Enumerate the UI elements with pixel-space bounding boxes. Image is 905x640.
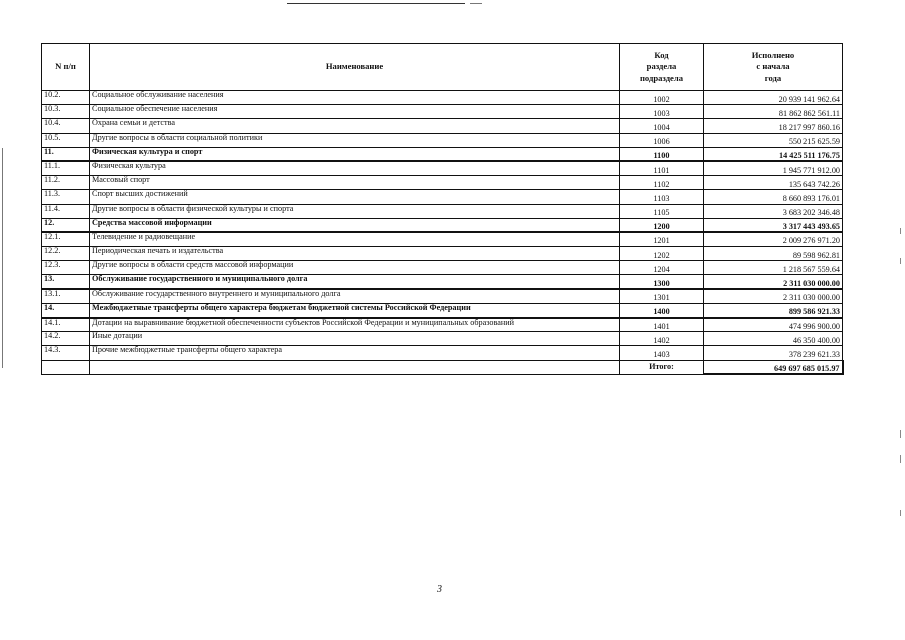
table-header-row (42, 44, 843, 91)
row-code: 1100 (620, 147, 704, 161)
row-amount: 89 598 962.81 (704, 247, 843, 261)
row-name: Средства массовой информации (90, 218, 620, 232)
row-name: Физическая культура и спорт (90, 147, 620, 161)
header-name: Наименование (90, 44, 620, 91)
row-name: Другие вопросы в области социальной политики (90, 133, 620, 147)
total-name-empty (90, 360, 620, 374)
row-code: 1300 (620, 275, 704, 289)
table-row (42, 119, 843, 133)
row-num: 12. (42, 218, 90, 232)
row-code: 1401 (620, 318, 704, 332)
table-row (42, 176, 843, 190)
row-name: Обслуживание государственного внутреннего и муниципального долга (90, 289, 620, 303)
row-amount: 2 311 030 000.00 (704, 289, 843, 303)
row-code: 1101 (620, 161, 704, 175)
row-num: 14. (42, 303, 90, 317)
row-amount: 3 317 443 493.65 (704, 218, 843, 232)
row-name: Физическая культура (90, 161, 620, 175)
row-amount: 2 311 030 000.00 (704, 275, 843, 289)
row-amount: 3 683 202 346.48 (704, 204, 843, 218)
row-amount: 81 862 862 561.11 (704, 105, 843, 119)
header-amount-line: года (764, 72, 782, 83)
table-row (42, 332, 843, 346)
row-code: 1002 (620, 91, 704, 105)
row-amount: 2 009 276 971.20 (704, 232, 843, 246)
table-row (42, 289, 843, 303)
table-row-section (42, 218, 843, 232)
row-amount: 1 218 567 559.64 (704, 261, 843, 275)
row-name: Обслуживание государственного и муниципального долга (90, 275, 620, 289)
row-amount: 378 239 621.33 (704, 346, 843, 360)
row-code: 1004 (620, 119, 704, 133)
table-row (42, 204, 843, 218)
row-code: 1202 (620, 247, 704, 261)
row-name: Спорт высших достижений (90, 190, 620, 204)
row-num: 14.1. (42, 318, 90, 332)
row-code: 1003 (620, 105, 704, 119)
header-amount (704, 44, 843, 91)
table-row (42, 318, 843, 332)
row-name: Другие вопросы в области физической культуры и спорта (90, 204, 620, 218)
row-code: 1403 (620, 346, 704, 360)
row-num: 12.3. (42, 261, 90, 275)
row-num: 14.3. (42, 346, 90, 360)
budget-execution-table (41, 43, 844, 375)
row-num: 12.1. (42, 232, 90, 246)
table-total-row (42, 360, 843, 374)
table-row (42, 133, 843, 147)
row-amount: 18 217 997 860.16 (704, 119, 843, 133)
table-row (42, 247, 843, 261)
row-code: 1102 (620, 176, 704, 190)
row-num: 14.2. (42, 332, 90, 346)
total-amount: 649 697 685 015.97 (704, 360, 843, 374)
row-amount: 899 586 921.33 (704, 303, 843, 317)
top-rule (287, 3, 465, 4)
row-name: Межбюджетные трансферты общего характера бюджетам бюджетной системы Российской Федерации (90, 303, 620, 317)
row-code: 1301 (620, 289, 704, 303)
row-name: Прочие межбюджетные трансферты общего характера (90, 346, 620, 360)
row-name: Социальное обеспечение населения (90, 105, 620, 119)
row-num: 11. (42, 147, 90, 161)
row-num: 13. (42, 275, 90, 289)
row-num: 10.4. (42, 119, 90, 133)
header-amount-line: Исполнено (751, 49, 795, 60)
row-name: Телевидение и радиовещание (90, 232, 620, 246)
table-row (42, 346, 843, 360)
table-row (42, 190, 843, 204)
table-row (42, 105, 843, 119)
table-row-section (42, 303, 843, 317)
row-num: 10.3. (42, 105, 90, 119)
table-row (42, 261, 843, 275)
table-row (42, 161, 843, 175)
table-row-section (42, 147, 843, 161)
scan-edge-mark-left (2, 148, 5, 368)
row-amount: 20 939 141 962.64 (704, 91, 843, 105)
row-code: 1400 (620, 303, 704, 317)
page-number: 3 (437, 584, 442, 595)
row-name: Другие вопросы в области средств массовой информации (90, 261, 620, 275)
row-code: 1402 (620, 332, 704, 346)
row-num: 13.1. (42, 289, 90, 303)
header-code (620, 44, 704, 91)
header-code-line: раздела (646, 61, 677, 72)
header-code-line: подраздела (639, 72, 683, 83)
row-code: 1201 (620, 232, 704, 246)
row-code: 1200 (620, 218, 704, 232)
row-name: Дотации на выравнивание бюджетной обеспеченности субъектов Российской Федерации и муниципальных образований (90, 318, 620, 332)
row-amount: 135 643 742.26 (704, 176, 843, 190)
header-num: N п/п (42, 44, 90, 91)
row-amount: 1 945 771 912.00 (704, 161, 843, 175)
total-num-empty (42, 360, 90, 374)
row-name: Иные дотации (90, 332, 620, 346)
row-amount: 8 660 893 176.01 (704, 190, 843, 204)
row-code: 1006 (620, 133, 704, 147)
row-name: Социальное обслуживание населения (90, 91, 620, 105)
header-amount-line: с начала (756, 61, 790, 72)
row-code: 1103 (620, 190, 704, 204)
row-amount: 46 350 400.00 (704, 332, 843, 346)
total-label: Итого: (620, 360, 704, 374)
row-amount: 550 215 625.59 (704, 133, 843, 147)
row-code: 1105 (620, 204, 704, 218)
row-name: Массовый спорт (90, 176, 620, 190)
table-row (42, 91, 843, 105)
row-code: 1204 (620, 261, 704, 275)
header-code-line: Код (654, 49, 669, 60)
row-name: Периодическая печать и издательства (90, 247, 620, 261)
table-row (42, 232, 843, 246)
row-name: Охрана семьи и детства (90, 119, 620, 133)
row-num: 12.2. (42, 247, 90, 261)
row-num: 11.2. (42, 176, 90, 190)
row-amount: 14 425 511 176.75 (704, 147, 843, 161)
row-num: 11.4. (42, 204, 90, 218)
table-row-section (42, 275, 843, 289)
row-num: 10.5. (42, 133, 90, 147)
row-num: 11.1. (42, 161, 90, 175)
row-num: 11.3. (42, 190, 90, 204)
row-num: 10.2. (42, 91, 90, 105)
row-amount: 474 996 900.00 (704, 318, 843, 332)
top-dash-mark (470, 0, 482, 4)
